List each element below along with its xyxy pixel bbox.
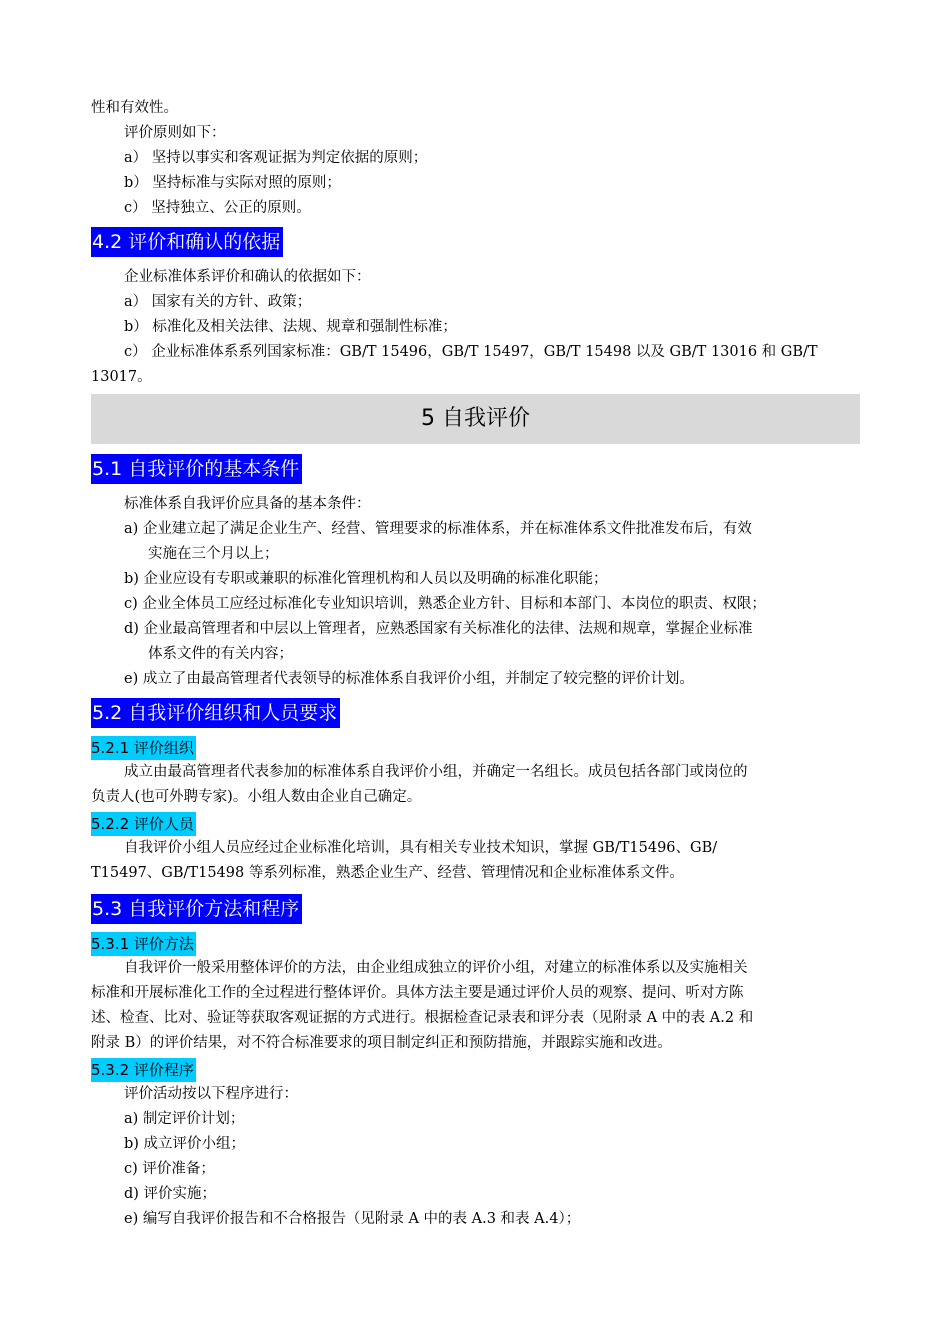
list-item: e) 编写自我评价报告和不合格报告（见附录 A 中的表 A.3 和表 A.4）； — [124, 1211, 581, 1227]
document-page — [91, 96, 860, 1232]
section-heading-5-3-wrap — [91, 894, 860, 924]
conditions-intro: 标准体系自我评价应具备的基本条件： — [124, 496, 371, 512]
paragraph: 自我评价一般采用整体评价的方法，由企业组成独立的评价小组，对建立的标准体系以及实施相关 — [124, 960, 748, 976]
list-item: c) 评价准备； — [124, 1161, 215, 1177]
chapter-heading-5: 5 自我评价 — [91, 394, 860, 444]
list-item: a） 国家有关的方针、政策； — [124, 294, 312, 310]
section-heading-5-3: 5.3 自我评价方法和程序 — [91, 894, 302, 924]
subsection-heading-5-2-1-wrap — [91, 736, 860, 760]
section-heading-4-2: 4.2 评价和确认的依据 — [91, 227, 283, 257]
section-heading-5-1-wrap — [91, 454, 860, 484]
list-item-continuation: 13017。 — [91, 369, 152, 385]
subsection-heading-5-3-2: 5.3.2 评价程序 — [91, 1058, 196, 1082]
section-heading-5-1: 5.1 自我评价的基本条件 — [91, 454, 302, 484]
section-heading-5-2: 5.2 自我评价组织和人员要求 — [91, 698, 340, 728]
list-item: a) 企业建立起了满足企业生产、经营、管理要求的标准体系，并在标准体系文件批准发布后，有效 — [124, 521, 752, 537]
list-item: d) 评价实施； — [124, 1186, 217, 1202]
paragraph: 成立由最高管理者代表参加的标准体系自我评价小组，并确定一名组长。成员包括各部门或岗位的 — [124, 764, 748, 780]
subsection-heading-5-2-1: 5.2.1 评价组织 — [91, 736, 196, 760]
subsection-heading-5-3-1: 5.3.1 评价方法 — [91, 932, 196, 956]
list-item: b） 标准化及相关法律、法规、规章和强制性标准； — [124, 319, 457, 335]
section-heading-4-2-wrap — [91, 227, 860, 257]
paragraph-continuation: 附录 B）的评价结果，对不符合标准要求的项目制定纠正和预防措施，并跟踪实施和改进。 — [91, 1035, 672, 1051]
list-item: d) 企业最高管理者和中层以上管理者，应熟悉国家有关标准化的法律、法规和规章，掌握企业标准 — [124, 621, 753, 637]
subsection-heading-5-2-2: 5.2.2 评价人员 — [91, 812, 196, 836]
paragraph-continuation: T15497、GB/T15498 等系列标准，熟悉企业生产、经营、管理情况和企业标准体系文件。 — [91, 865, 684, 881]
paragraph-continuation: 述、检查、比对、验证等获取客观证据的方式进行。根据检查记录表和评分表（见附录 A 中的表 A.2 和 — [91, 1010, 754, 1026]
list-item: c） 坚持独立、公正的原则。 — [124, 200, 311, 216]
section-heading-5-2-wrap — [91, 698, 860, 728]
list-item: e) 成立了由最高管理者代表领导的标准体系自我评价小组，并制定了较完整的评价计划。 — [124, 671, 694, 687]
principles-intro: 评价原则如下： — [124, 125, 226, 141]
list-item: b) 成立评价小组； — [124, 1136, 246, 1152]
list-item: a） 坚持以事实和客观证据为判定依据的原则； — [124, 150, 428, 166]
paragraph-continuation: 负责人(也可外聘专家)。小组人数由企业自己确定。 — [91, 789, 422, 805]
subsection-heading-5-3-2-wrap — [91, 1058, 860, 1082]
procedure-intro: 评价活动按以下程序进行： — [124, 1086, 298, 1102]
list-item-continuation: 实施在三个月以上； — [148, 546, 279, 562]
list-item-continuation: 体系文件的有关内容； — [148, 646, 293, 662]
subsection-heading-5-2-2-wrap — [91, 812, 860, 836]
list-item: a) 制定评价计划； — [124, 1111, 245, 1127]
basis-intro: 企业标准体系评价和确认的依据如下： — [124, 269, 371, 285]
list-item: b) 企业应设有专职或兼职的标准化管理机构和人员以及明确的标准化职能； — [124, 571, 608, 587]
list-item: c） 企业标准体系系列国家标准：GB/T 15496，GB/T 15497，GB/T 15498 以及 GB/T 13016 和 GB/T — [124, 344, 818, 360]
paragraph: 自我评价小组人员应经过企业标准化培训，具有相关专业技术知识，掌握 GB/T15496、GB/ — [124, 840, 718, 856]
list-item: c) 企业全体员工应经过标准化专业知识培训，熟悉企业方针、目标和本部门、本岗位的职责、权限； — [124, 596, 766, 612]
subsection-heading-5-3-1-wrap — [91, 932, 860, 956]
list-item: b） 坚持标准与实际对照的原则； — [124, 175, 341, 191]
paragraph-continuation: 性和有效性。 — [91, 100, 178, 116]
paragraph-continuation: 标准和开展标准化工作的全过程进行整体评价。具体方法主要是通过评价人员的观察、提问、听对方陈 — [91, 985, 744, 1001]
